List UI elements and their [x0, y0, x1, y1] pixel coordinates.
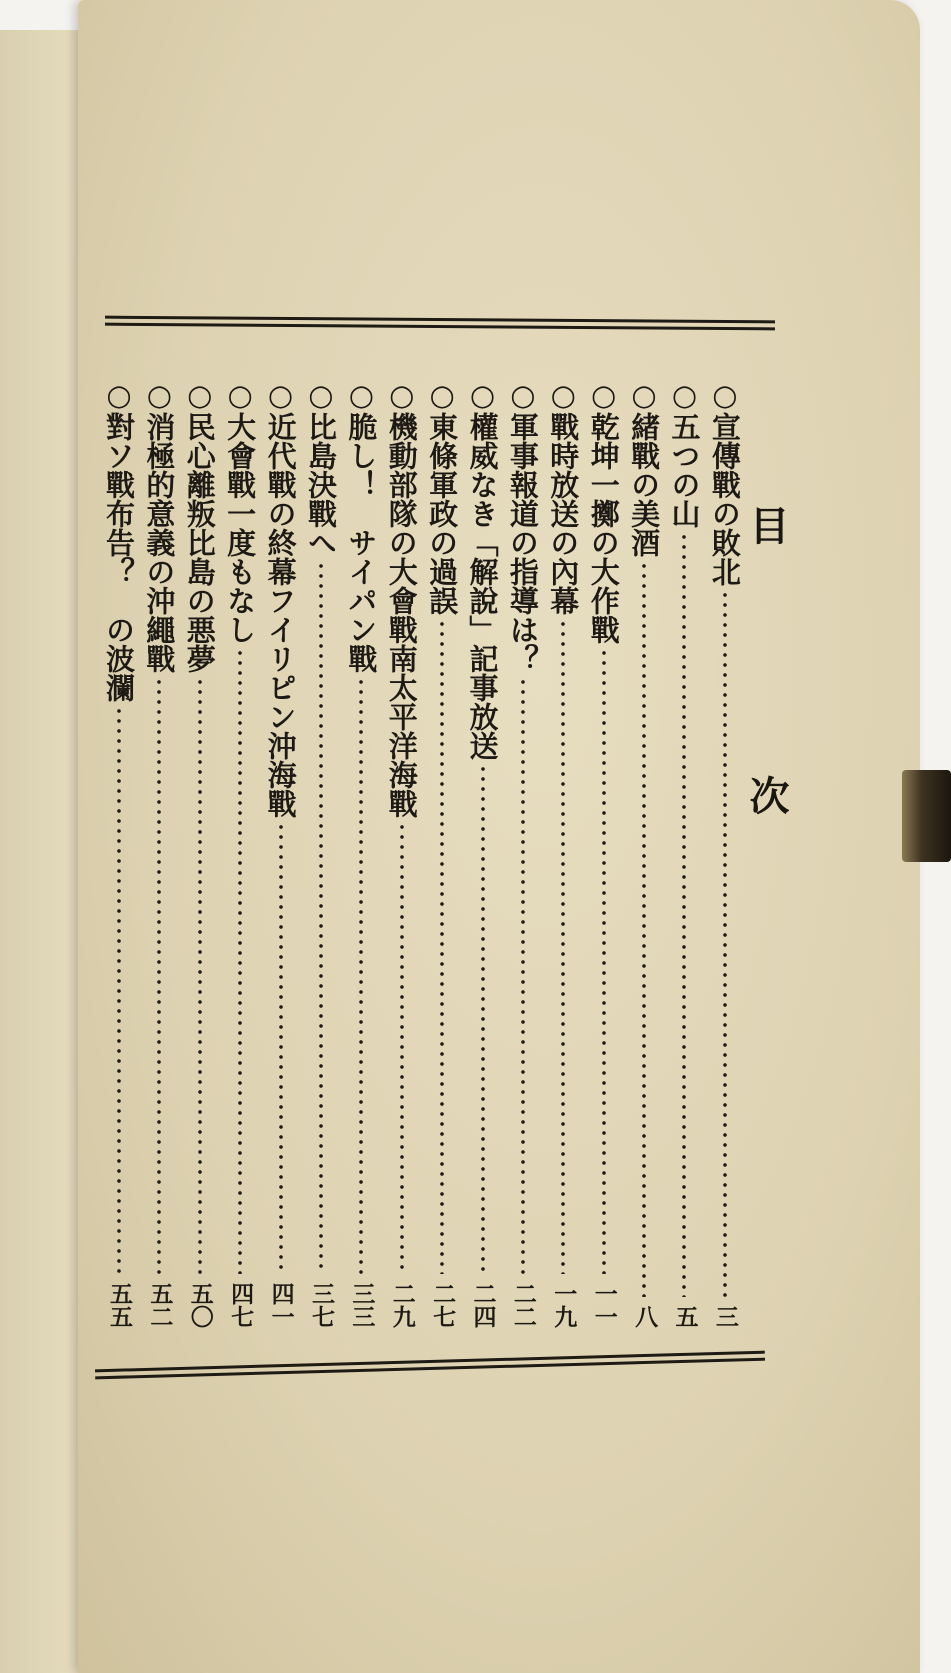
toc-entry [142, 378, 176, 1328]
toc-entry [627, 378, 661, 1328]
toc-heading: 目 次 [743, 505, 790, 910]
toc-entry [506, 378, 540, 1328]
leader-dots [359, 677, 363, 1274]
binder-clip [902, 770, 951, 862]
leader-dots [279, 822, 283, 1274]
toc-entry [264, 378, 298, 1328]
toc-entry-title: ○五つの山 [667, 378, 702, 528]
toc-entry-title: ○宣傳戰の敗北 [707, 378, 742, 586]
toc-entry-title: ○乾坤一擲の大作戰 [586, 378, 621, 644]
toc-entry [385, 378, 419, 1328]
leader-dots [440, 619, 444, 1274]
toc-entry-page: 五二 [146, 1282, 174, 1328]
toc-entry-title: ○民心離叛比島の悪夢 [182, 378, 217, 673]
toc-entry-title: ○脆し！ サイパン戰 [344, 378, 379, 673]
toc-entry [304, 378, 338, 1328]
toc-entry-page: 二四 [469, 1282, 497, 1328]
toc-entry-page: 五〇 [186, 1282, 214, 1328]
leader-dots [682, 532, 686, 1297]
toc-entry-title: ○近代戰の終幕フイリピン沖海戰 [263, 378, 298, 818]
toc-entry-page: 一一 [590, 1282, 618, 1328]
toc-entry-title: ○緒戰の美酒 [627, 378, 662, 557]
toc-entry-title: ○消極的意義の沖繩戰 [142, 378, 177, 673]
toc-entry-page: 八 [631, 1305, 659, 1328]
leader-dots [723, 590, 727, 1297]
toc-entry-page: 三三 [348, 1282, 376, 1328]
toc-entry [425, 378, 459, 1328]
toc-entry-title: ○大會戰一度もなし [223, 378, 258, 644]
leader-dots [400, 822, 404, 1274]
toc-entry-page: 一九 [550, 1282, 578, 1328]
toc-entry-page: 二七 [429, 1282, 457, 1328]
toc-entry-page: 二二 [509, 1282, 537, 1328]
toc-entry [344, 378, 378, 1328]
toc-entry-page: 二九 [388, 1282, 416, 1328]
leader-dots [561, 619, 565, 1274]
leader-dots [238, 648, 242, 1274]
table-of-contents [102, 378, 742, 1328]
toc-entry [546, 378, 580, 1328]
toc-entry-page: 三 [711, 1305, 739, 1328]
toc-entry-title: ○東條軍政の過誤 [425, 378, 460, 615]
toc-entry [466, 378, 500, 1328]
leader-dots [642, 561, 646, 1297]
toc-entry [587, 378, 621, 1328]
toc-entry-page: 五五 [106, 1282, 133, 1328]
leader-dots [521, 677, 525, 1274]
toc-entry-title: ○比島決戰へ [303, 378, 338, 557]
leader-dots [481, 764, 485, 1274]
toc-entry-page: 三七 [307, 1282, 335, 1328]
leader-dots [117, 706, 121, 1274]
toc-entry-page: 四一 [267, 1282, 295, 1328]
toc-entry [183, 378, 217, 1328]
toc-entry [102, 378, 136, 1328]
leader-dots [319, 561, 323, 1274]
toc-entry-title: ○機動部隊の大會戰南太平洋海戰 [384, 378, 419, 818]
leader-dots [157, 677, 161, 1274]
toc-entry-page: 五 [671, 1305, 699, 1328]
leader-dots [198, 677, 202, 1274]
leader-dots [602, 648, 606, 1274]
toc-entry [223, 378, 257, 1328]
toc-entry-title: ○對ソ戰布告？ の波瀾 [102, 378, 136, 702]
toc-entry [708, 378, 742, 1328]
toc-entry [667, 378, 701, 1328]
toc-entry-title: ○軍事報道の指導は？ [505, 378, 540, 673]
toc-entry-page: 四七 [227, 1282, 255, 1328]
toc-entry-title: ○權威なき「解說」記事放送 [465, 378, 500, 760]
toc-entry-title: ○戰時放送の內幕 [546, 378, 581, 615]
